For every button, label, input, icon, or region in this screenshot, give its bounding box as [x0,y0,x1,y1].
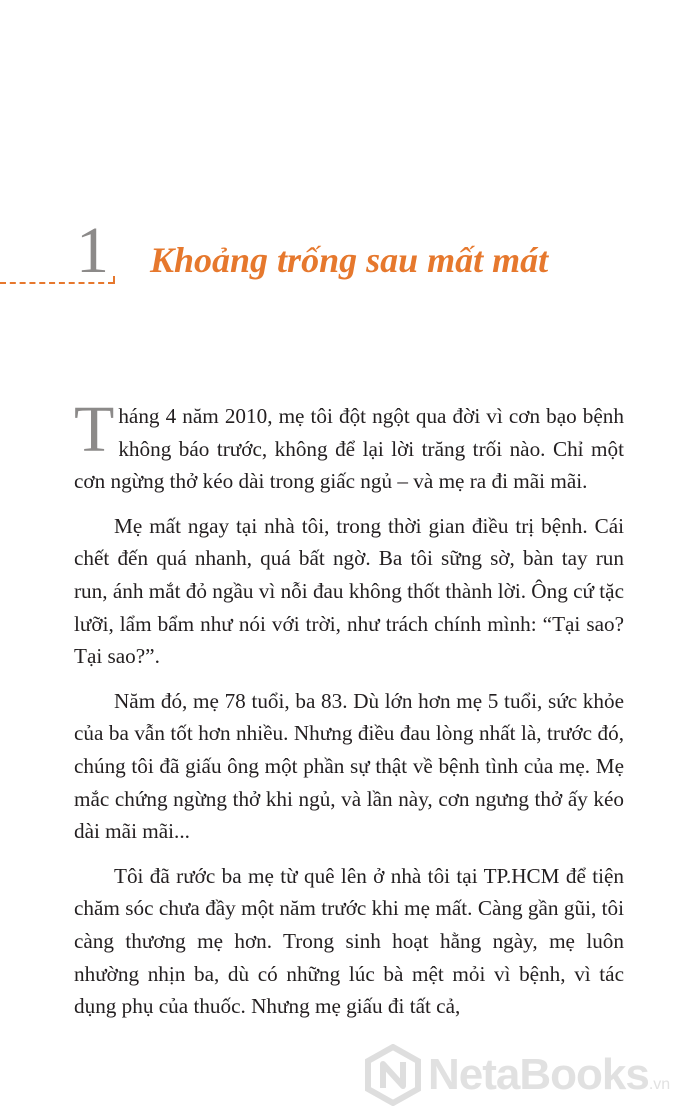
watermark-brand: NetaBooks [428,1050,649,1099]
paragraph-2: Mẹ mất ngay tại nhà tôi, trong thời gian điều trị bệnh. Cái chết đến quá nhanh, quá bất ngờ. Ba tôi sững sờ, bàn tay run run, ánh mắt đỏ ngầu vì nỗi đau không thốt thành lời. Ông cứ tặc lưỡi, lẩm bẩm như nói với trời, như trách chính mình: “Tại sao? Tại sao?”. [74,513,624,669]
body-text [74,393,624,1035]
watermark-text [428,1050,670,1110]
paragraph-3: Năm đó, mẹ 78 tuổi, ba 83. Dù lớn hơn mẹ 5 tuổi, sức khỏe của ba vẫn tốt hơn nhiều. Nhưng điều đau lòng nhất là, trước đó, chúng tôi đã giấu ông một phần sự thật về bệnh tình của mẹ. Mẹ mắc chứng ngừng thở khi ngủ, và lần này, cơn ngưng thở ấy kéo dài mãi mãi... [74,688,624,844]
chapter-rule-tick [113,276,115,284]
chapter-number: 1 [76,214,109,287]
chapter-header [0,214,700,298]
dropcap-letter: T [74,393,115,466]
paragraph-1 [74,393,624,498]
chapter-title: Khoảng trống sau mất mát [150,240,549,280]
watermark-suffix: .vn [648,1076,671,1093]
paragraph-4: Tôi đã rước ba mẹ từ quê lên ở nhà tôi tại TP.HCM để tiện chăm sóc chưa đầy một năm trước khi mẹ mất. Càng gần gũi, tôi càng thương mẹ hơn. Trong sinh hoạt hằng ngày, mẹ luôn nhường nhịn ba, dù có những lúc bà mệt mỏi vì bệnh, vì tác dụng phụ của thuốc. Nhưng mẹ giấu đi tất cả, [74,863,624,1019]
paragraph-1-text: háng 4 năm 2010, mẹ tôi đột ngột qua đời vì cơn bạo bệnh không báo trước, không để lại lời trăng trối nào. Chỉ một cơn ngừng thở kéo dài trong giấc ngủ – và mẹ ra đi mãi mãi. [74,404,624,494]
chapter-dashed-rule [0,282,114,284]
netabooks-logo-icon [364,1044,422,1106]
netabooks-watermark [364,1044,694,1106]
